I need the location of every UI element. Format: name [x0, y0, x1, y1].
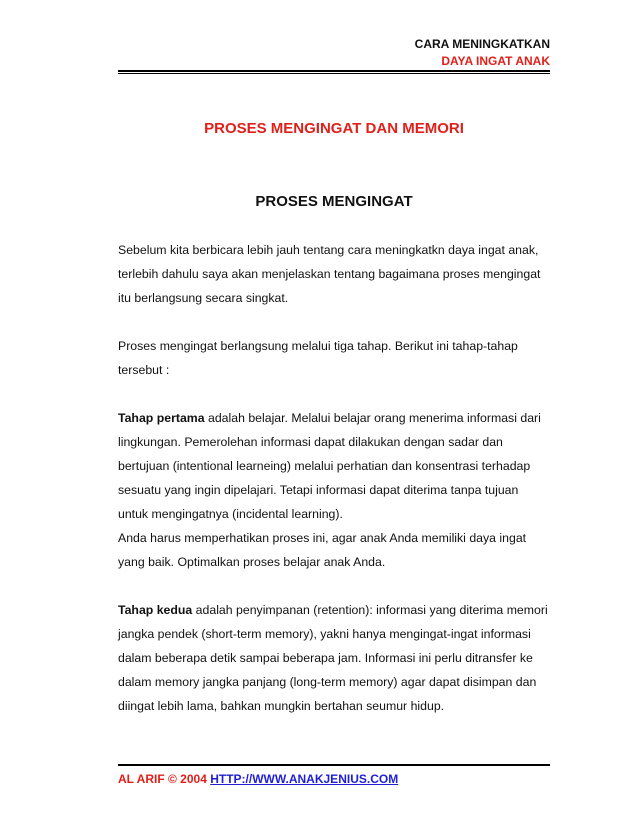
footer-divider [118, 764, 550, 766]
paragraph-stages: Proses mengingat berlangsung melalui tiga tahap. Berikut ini tahap-tahap tersebut : [118, 339, 518, 377]
stage-1-note: Anda harus memperhatikan proses ini, agar anak Anda memiliki daya ingat yang baik. Optimalkan proses belajar anak Anda. [118, 531, 527, 569]
header-line-2: DAYA INGAT ANAK [441, 54, 550, 68]
stage-2-label: Tahap kedua [118, 603, 193, 617]
body-text [118, 238, 550, 742]
paragraph-intro: Sebelum kita berbicara lebih jauh tentang cara meningkatkn daya ingat anak, terlebih dahulu saya akan menjelaskan tentang bagaimana proses mengingat itu berlangsung secara singkat. [118, 243, 541, 305]
stage-1-label: Tahap pertama [118, 411, 205, 425]
page-header [415, 36, 550, 70]
header-divider-thin [118, 73, 550, 74]
section-heading: PROSES MENGINGAT [255, 193, 413, 210]
footer-website-link[interactable]: HTTP://WWW.ANAKJENIUS.COM [210, 772, 399, 786]
page-title: PROSES MENGINGAT DAN MEMORI [204, 120, 464, 137]
footer-author: AL ARIF © 2004 [118, 772, 211, 786]
page-footer [118, 772, 398, 786]
stage-1-text: adalah belajar. Melalui belajar orang menerima informasi dari lingkungan. Pemerolehan informasi dapat dilakukan dengan sadar dan bertujuan (intentional learneing) melalui perhatian dan konsentrasi terhadap sesuatu yang ingin dipelajari. Tetapi informasi dapat diterima tanpa tujuan untuk mengingatnya (incidental learning). [118, 411, 541, 521]
header-divider [118, 70, 550, 72]
paragraph-stage-1 [118, 406, 550, 574]
stage-2-text: adalah penyimpanan (retention): informasi yang diterima memori jangka pendek (short-term memory), yakni hanya mengingat-ingat informasi dalam beberapa detik sampai beberapa jam. Informasi ini perlu ditransfer ke dalam memory jangka panjang (long-term memory) agar dapat disimpan dan diingat lebih lama, bahkan mungkin bertahan seumur hidup. [118, 603, 548, 713]
header-line-1: CARA MENINGKATKAN [414, 37, 550, 51]
paragraph-stage-2 [118, 598, 550, 718]
